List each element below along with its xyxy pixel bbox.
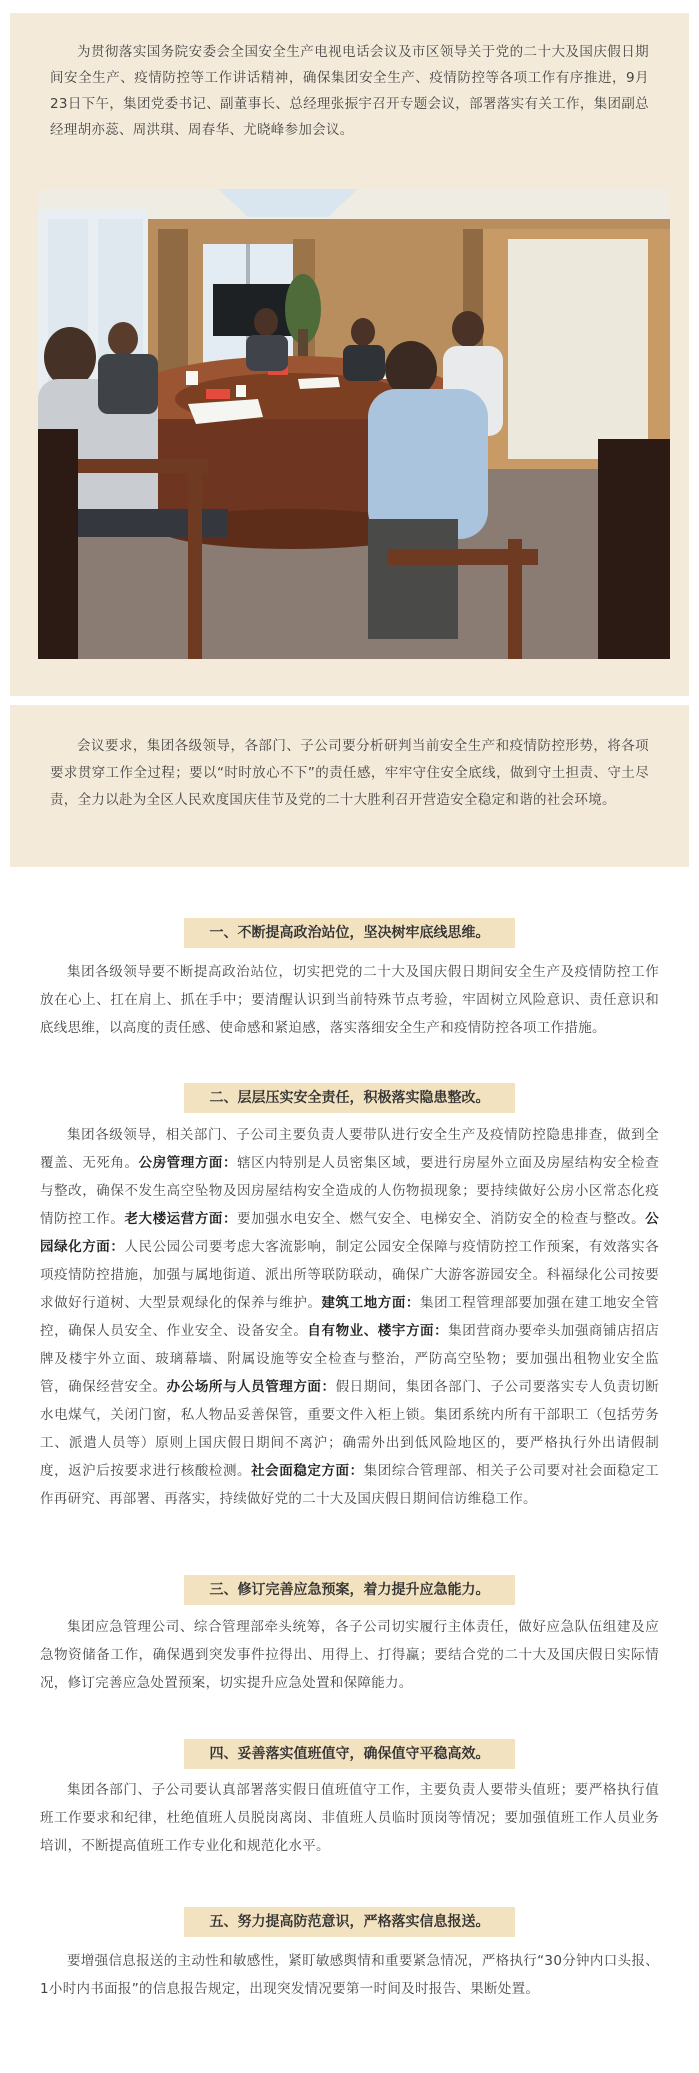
item-text-construction-site: 集团工程管理部要加强在建工地安全管控，确保人员安全、作业安全、设备安全。 [40,1295,659,1339]
item-label-construction-site: 建筑工地方面： [321,1295,421,1311]
requirements-paragraph: 会议要求，集团各级领导，各部门、子公司要分析研判当前安全生产和疫情防控形势，将各项要求贯穿工作全过程；要以“时时放心不下”的责任感，牢牢守住安全底线，做到守土担责、守土尽责，全力以赴为全区人民欢度国庆佳节及党的二十大胜利召开营造安全稳定和谐的社会环境。 [50,738,649,808]
section-heading-5: 五、努力提高防范意识，严格落实信息报送。 [184,1907,515,1937]
item-label-park-greening: 公园绿化方面： [40,1211,659,1255]
item-label-old-building: 老大楼运营方面： [124,1211,238,1227]
item-text-old-building: 要加强水电安全、燃气安全、电梯安全、消防安全的检查与整改。 [237,1211,646,1227]
section-body-2 [40,1121,659,1513]
intro-box [10,13,689,696]
meeting-photo [38,189,670,659]
item-text-social-stability: 集团综合管理部、相关子公司要对社会面稳定工作再研究、再部署、再落实，持续做好党的二十大及国庆假日期间信访维稳工作。 [40,1463,659,1507]
item-text-property-buildings: 集团营商办要牵头加强商铺店招店牌及楼宇外立面、玻璃幕墙、附属设施等安全检查与整治，严防高空坠物；要加强出租物业安全监管，确保经营安全。 [40,1323,660,1395]
article [0,13,699,1997]
section-body-3: 集团应急管理公司、综合管理部牵头统筹，各子公司切实履行主体责任，做好应急队伍组建及应急物资储备工作，确保遇到突发事件拉得出、用得上、打得赢；要结合党的二十大及国庆假日实际情况，修订完善应急处置预案，切实提升应急处置和保障能力。 [40,1619,659,1691]
section-body-1: 集团各级领导要不断提高政治站位，切实把党的二十大及国庆假日期间安全生产及疫情防控工作放在心上、扛在肩上、抓在手中；要清醒认识到当前特殊节点考验，牢固树立风险意识、责任意识和底线思维，以高度的责任感、使命感和紧迫感，落实落细安全生产和疫情防控各项工作措施。 [40,964,659,1036]
intro-paragraph: 为贯彻落实国务院安委会全国安全生产电视电话会议及市区领导关于党的二十大及国庆假日期间安全生产、疫情防控等工作讲话精神，确保集团安全生产、疫情防控等各项工作有序推进，9月23日下午，集团党委书记、副董事长、总经理张振宇召开专题会议，部署落实有关工作，集团副总经理胡亦蕊、周洪琪、周春华、尤晓峰参加会议。 [50,44,649,138]
item-label-social-stability: 社会面稳定方面： [251,1463,364,1479]
section-body-5: 要增强信息报送的主动性和敏感性，紧盯敏感舆情和重要紧急情况，严格执行“30分钟内口头报、1小时内书面报”的信息报告规定，出现突发情况要第一时间及时报告、果断处置。 [40,1953,659,1997]
section-heading-1: 一、不断提高政治站位，坚决树牢底线思维。 [184,918,515,948]
section-2-intro: 集团各级领导，相关部门、子公司主要负责人要带队进行安全生产及疫情防控隐患排查，做到全覆盖、无死角。 [40,1127,659,1171]
item-text-public-housing: 辖区内特别是人员密集区域，要进行房屋外立面及房屋结构安全检查与整改，确保不发生高空坠物及因房屋结构安全造成的人伤物损现象；要持续做好公房小区常态化疫情防控工作。 [40,1155,660,1227]
section-heading-3: 三、修订完善应急预案，着力提升应急能力。 [184,1575,515,1605]
section-body-4: 集团各部门、子公司要认真部署落实假日值班值守工作，主要负责人要带头值班；要严格执行值班工作要求和纪律，杜绝值班人员脱岗离岗、非值班人员临时顶岗等情况；要加强值班工作人员业务培训，不断提高值班工作专业化和规范化水平。 [40,1782,659,1854]
item-label-office-personnel: 办公场所与人员管理方面： [166,1379,336,1395]
item-text-office-personnel: 假日期间，集团各部门、子公司要落实专人负责切断水电煤气，关闭门窗，私人物品妥善保管，重要文件入柜上锁。集团系统内所有干部职工（包括劳务工、派遣人员等）原则上国庆假日期间不离沪；确需外出到低风险地区的，要严格执行外出请假制度，返沪后按要求进行核酸检测。 [40,1379,659,1479]
section-heading-4: 四、妥善落实值班值守，确保值守平稳高效。 [184,1739,515,1769]
item-text-park-greening: 人民公园公司要考虑大客流影响，制定公园安全保障与疫情防控工作预案，有效落实各项疫情防控措施，加强与属地街道、派出所等联防联动，确保广大游客游园安全。科福绿化公司按要求做好行道树、大型景观绿化的保养与维护。 [40,1239,659,1311]
item-label-public-housing: 公房管理方面： [138,1155,238,1171]
section-heading-2: 二、层层压实安全责任，积极落实隐患整改。 [184,1083,515,1113]
item-label-property-buildings: 自有物业、楼宇方面： [307,1323,449,1339]
requirements-box [10,705,689,867]
